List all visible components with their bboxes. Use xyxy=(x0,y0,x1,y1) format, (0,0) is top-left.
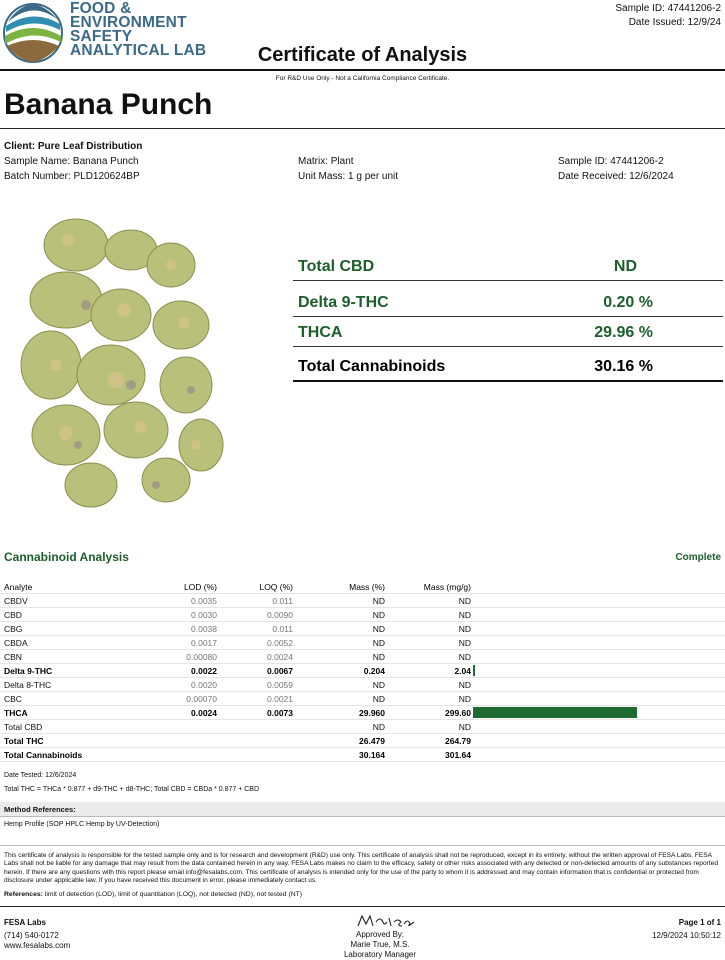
mass-mg-cell: 299.60 xyxy=(445,708,471,718)
footer-approved-by: Approved By: xyxy=(355,930,405,939)
mass-pct-cell: ND xyxy=(372,624,385,634)
lod-cell: 0.0035 xyxy=(191,596,217,606)
date-received: Date Received: 12/6/2024 xyxy=(558,171,674,182)
footer-signer-title: Laboratory Manager xyxy=(343,950,417,959)
loq-cell: 0.0073 xyxy=(267,708,293,718)
signature xyxy=(340,912,420,930)
mass-pct-cell: ND xyxy=(372,722,385,732)
summary-value: 0.20 % xyxy=(603,294,653,311)
loq-cell: 0.0052 xyxy=(267,638,293,648)
lod-cell: 0.0020 xyxy=(191,680,217,690)
mass-mg-cell: ND xyxy=(458,638,471,648)
client-name: Client: Pure Leaf Distribution xyxy=(4,141,143,152)
divider xyxy=(0,816,725,817)
lod-cell: 0.0022 xyxy=(191,666,217,676)
lod-cell: 0.00070 xyxy=(186,694,217,704)
logo-line: ENVIRONMENT xyxy=(70,14,187,31)
lod-cell: 0.00080 xyxy=(186,652,217,662)
table-row xyxy=(0,706,725,720)
mass-mg-cell: 2.04 xyxy=(454,666,471,676)
mass-mg-cell: ND xyxy=(458,722,471,732)
loq-cell: 0.0090 xyxy=(267,610,293,620)
summary-label: Total Cannabinoids xyxy=(298,358,446,375)
section-title: Cannabinoid Analysis xyxy=(4,550,129,564)
disclaimer-text: This certificate of analysis is responsible for the tested sample only and is for research and development (R&D) use only. This certificate of analysis shall not be reproduced, except in its entirety, without the written approval of FESA Labs. FESA Labs shall not be liable for any damage that may result from the data contained herein in any way. FESA Labs makes no claim to the efficacy, safety or other risks associated with any detected or non-detected amounts of any substances reported herein. If there are any questions with this report please email info@fesalabs.com. This certificate of analysis is intended only for the use of the party to whom it is addressed and may contain information that is confidential or protected from disclosure under applicable law. If you have received this document in error, please immediately contact us. xyxy=(4,852,718,884)
page-title: Certificate of Analysis xyxy=(257,44,468,66)
methods-text: Hemp Profile (SOP HPLC Hemp by UV-Detection) xyxy=(4,821,160,828)
mass-pct-cell: ND xyxy=(372,694,385,704)
divider xyxy=(0,845,725,846)
sample-id: Sample ID: 47441206-2 xyxy=(558,156,664,167)
divider xyxy=(0,69,725,71)
analyte-cell: Delta 9-THC xyxy=(4,666,53,676)
footer-company: FESA Labs xyxy=(4,918,46,927)
table-row xyxy=(0,622,725,636)
summary-row-total-cbd xyxy=(293,245,723,281)
sample-name: Sample Name: Banana Punch xyxy=(4,156,139,167)
logo-line: ANALYTICAL LAB xyxy=(70,42,207,59)
batch-number: Batch Number: PLD120624BP xyxy=(4,171,140,182)
mass-pct-cell: ND xyxy=(372,680,385,690)
mass-mg-cell: ND xyxy=(458,610,471,620)
analyte-cell: CBD xyxy=(4,610,22,620)
footer-timestamp: 12/9/2024 10:50:12 xyxy=(652,931,721,940)
mass-bar xyxy=(473,665,475,676)
table-row xyxy=(0,678,725,692)
summary-label: THCA xyxy=(298,324,343,341)
table-row xyxy=(0,734,725,748)
table-row xyxy=(0,594,725,608)
mass-bar xyxy=(473,707,637,718)
footer-phone: (714) 540-0172 xyxy=(4,931,59,940)
loq-cell: 0.0059 xyxy=(267,680,293,690)
header-sample-id: Sample ID: 47441206-2 xyxy=(615,3,721,14)
analyte-cell: Delta 8-THC xyxy=(4,680,52,690)
lod-cell: 0.0030 xyxy=(191,610,217,620)
header-date-issued: Date Issued: 12/9/24 xyxy=(628,17,721,28)
mass-mg-cell: ND xyxy=(458,624,471,634)
matrix: Matrix: Plant xyxy=(298,156,354,167)
loq-cell: 0.011 xyxy=(272,624,293,634)
table-row xyxy=(0,608,725,622)
mass-mg-cell: 264.79 xyxy=(445,736,471,746)
analyte-cell: THCA xyxy=(4,708,28,718)
loq-cell: 0.011 xyxy=(272,596,293,606)
footer-signer: Marie True, M.S. xyxy=(350,940,410,949)
column-header-mass-mg: Mass (mg/g) xyxy=(423,582,471,592)
loq-cell: 0.0067 xyxy=(267,666,293,676)
summary-row-thca xyxy=(293,310,723,347)
product-photo xyxy=(6,205,256,520)
mass-pct-cell: ND xyxy=(372,652,385,662)
page-number: Page 1 of 1 xyxy=(678,918,721,927)
analyte-cell: CBDV xyxy=(4,596,28,606)
cannabinoid-table xyxy=(0,580,725,762)
mass-pct-cell: 30.164 xyxy=(359,750,385,760)
mass-mg-cell: ND xyxy=(458,680,471,690)
mass-mg-cell: 301.64 xyxy=(445,750,471,760)
summary-label: Delta 9-THC xyxy=(298,294,389,311)
formula-note: Total THC = THCa * 0.877 + d9-THC + d8-THC; Total CBD = CBDa * 0.877 + CBD xyxy=(4,786,260,793)
analyte-cell: CBN xyxy=(4,652,22,662)
mass-pct-cell: ND xyxy=(372,638,385,648)
table-row xyxy=(0,748,725,762)
table-row xyxy=(0,692,725,706)
summary-label: Total CBD xyxy=(298,258,375,275)
loq-cell: 0.0024 xyxy=(267,652,293,662)
references xyxy=(4,891,302,898)
table-header xyxy=(0,580,725,594)
date-tested: Date Tested: 12/6/2024 xyxy=(4,772,77,779)
mass-pct-cell: 29.960 xyxy=(359,708,385,718)
logo-line: SAFETY xyxy=(70,28,133,45)
references-label: References: xyxy=(4,891,43,898)
summary-value: ND xyxy=(613,258,637,275)
column-header-loq: LOQ (%) xyxy=(259,582,293,592)
table-row xyxy=(0,636,725,650)
mass-mg-cell: ND xyxy=(458,652,471,662)
methods-label: Method References: xyxy=(4,805,76,814)
analyte-cell: CBG xyxy=(4,624,23,634)
table-row xyxy=(0,720,725,734)
mass-mg-cell: ND xyxy=(458,596,471,606)
mass-pct-cell: ND xyxy=(372,610,385,620)
divider xyxy=(0,906,725,907)
mass-pct-cell: 0.204 xyxy=(363,666,385,676)
analyte-cell: Total Cannabinoids xyxy=(4,750,83,760)
logo-line: FOOD & xyxy=(70,0,132,17)
loq-cell: 0.0021 xyxy=(267,694,293,704)
page-subtitle: For R&D Use Only - Not a California Compliance Certificate. xyxy=(275,75,450,82)
methods-header-bar xyxy=(0,802,725,816)
unit-mass: Unit Mass: 1 g per unit xyxy=(298,171,399,182)
table-row xyxy=(0,664,725,678)
table-row xyxy=(0,650,725,664)
summary-value: 30.16 % xyxy=(594,358,653,375)
table-body xyxy=(0,594,725,762)
analyte-cell: Total CBD xyxy=(4,722,43,732)
analyte-cell: CBDA xyxy=(4,638,28,648)
summary-row-total-cannabinoids xyxy=(293,346,723,382)
status-badge: Complete xyxy=(675,552,721,563)
mass-pct-cell: ND xyxy=(372,596,385,606)
lod-cell: 0.0038 xyxy=(191,624,217,634)
column-header-lod: LOD (%) xyxy=(183,582,217,592)
mass-pct-cell: 26.479 xyxy=(359,736,385,746)
analyte-cell: Total THC xyxy=(4,736,44,746)
product-name: Banana Punch xyxy=(4,88,213,121)
lod-cell: 0.0017 xyxy=(191,638,217,648)
summary-value: 29.96 % xyxy=(594,324,653,341)
mass-mg-cell: ND xyxy=(458,694,471,704)
references-text: limit of detection (LOD), limit of quantitation (LOQ), not detected (ND), not tested (NT) xyxy=(42,891,303,898)
column-header-mass-pct: Mass (%) xyxy=(349,582,385,592)
divider xyxy=(0,128,725,129)
column-header-analyte: Analyte xyxy=(4,582,33,592)
footer-website[interactable]: www.fesalabs.com xyxy=(4,941,71,950)
lod-cell: 0.0024 xyxy=(191,708,217,718)
analyte-cell: CBC xyxy=(4,694,22,704)
